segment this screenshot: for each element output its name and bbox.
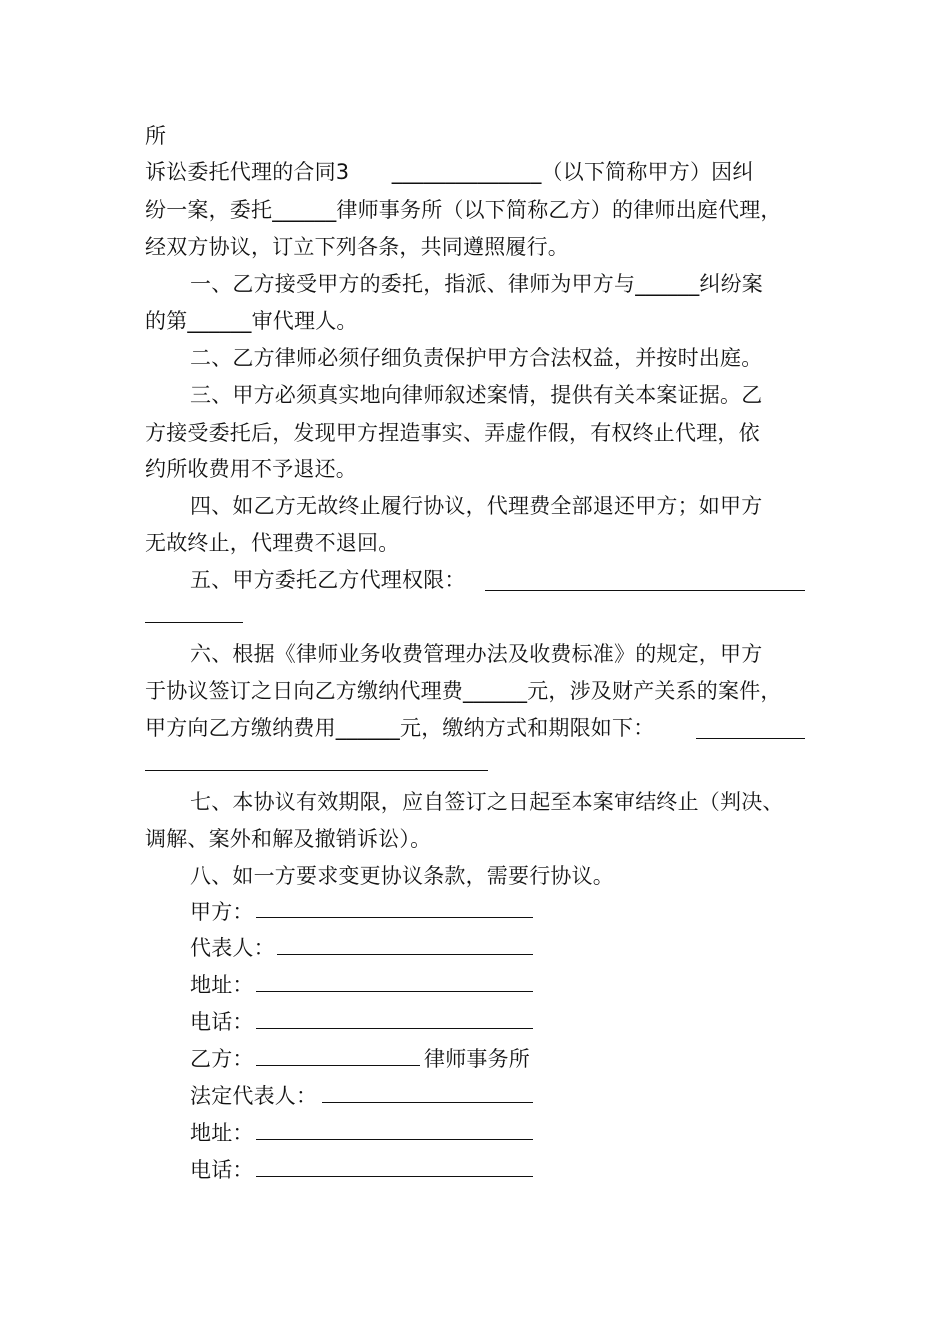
party-b-legal-rep-blank <box>322 1102 533 1103</box>
clause-3-line-3: 约所收费用不予退还。 <box>145 457 357 481</box>
party-a-rep-blank <box>277 954 533 955</box>
party-a-address-blank <box>256 991 533 992</box>
clause-5-blank-2 <box>145 622 243 623</box>
clause-6-blank-1 <box>696 738 805 739</box>
header-fragment: 所 <box>145 124 167 148</box>
clause-3-line-1: 三、甲方必须真实地向律师叙述案情，提供有关本案证据。乙 <box>190 383 763 407</box>
intro-line-3: 经双方协议，订立下列各条，共同遵照履行。 <box>145 235 569 259</box>
clause-6-line-1: 六、根据《律师业务收费管理办法及收费标准》的规定，甲方 <box>190 642 763 666</box>
clause-6-line-3: 甲方向乙方缴纳费用______元，缴纳方式和期限如下： <box>145 716 655 740</box>
party-a-blank <box>256 917 533 918</box>
clause-2-line-1: 二、乙方律师必须仔细负责保护甲方合法权益，并按时出庭。 <box>190 346 763 370</box>
party-b-address-label: 地址： <box>190 1121 254 1145</box>
clause-7-line-2: 调解、案外和解及撤销诉讼）。 <box>145 827 432 851</box>
party-a-label: 甲方： <box>190 900 254 924</box>
party-b-phone-blank <box>256 1176 533 1177</box>
party-b-address-blank <box>256 1139 533 1140</box>
party-b-legal-rep-label: 法定代表人： <box>190 1084 318 1108</box>
clause-5-blank-1 <box>485 590 805 591</box>
clause-7-line-1: 七、本协议有效期限，应自签订之日起至本案审结终止（判决、 <box>190 790 784 814</box>
party-a-rep-label: 代表人： <box>190 936 275 960</box>
clause-4-line-1: 四、如乙方无故终止履行协议，代理费全部退还甲方；如甲方 <box>190 494 763 518</box>
clause-8-line-1: 八、如一方要求变更协议条款，需要行协议。 <box>190 864 614 888</box>
clause-5-line-1: 五、甲方委托乙方代理权限： <box>190 568 466 592</box>
party-b-blank <box>256 1065 420 1066</box>
clause-4-line-2: 无故终止，代理费不退回。 <box>145 531 400 555</box>
clause-6-blank-2 <box>145 770 488 771</box>
party-b-label: 乙方： <box>190 1047 254 1071</box>
clause-6-line-2: 于协议签订之日向乙方缴纳代理费______元，涉及财产关系的案件， <box>145 679 782 703</box>
intro-line-2: 纷一案，委托______律师事务所（以下简称乙方）的律师出庭代理， <box>145 198 782 222</box>
party-a-phone-blank <box>256 1028 533 1029</box>
clause-1-line-2: 的第______审代理人。 <box>145 309 358 333</box>
intro-line-1: 诉讼委托代理的合同3 ______________（以下简称甲方）因纠 <box>145 160 754 184</box>
clause-3-line-2: 方接受委托后，发现甲方捏造事实、弄虚作假，有权终止代理，依 <box>145 421 760 445</box>
clause-1-line-1: 一、乙方接受甲方的委托，指派、律师为甲方与______纠纷案 <box>190 272 763 296</box>
party-a-address-label: 地址： <box>190 973 254 997</box>
party-b-suffix: 律师事务所 <box>424 1047 530 1071</box>
party-b-phone-label: 电话： <box>190 1158 254 1182</box>
party-a-phone-label: 电话： <box>190 1010 254 1034</box>
